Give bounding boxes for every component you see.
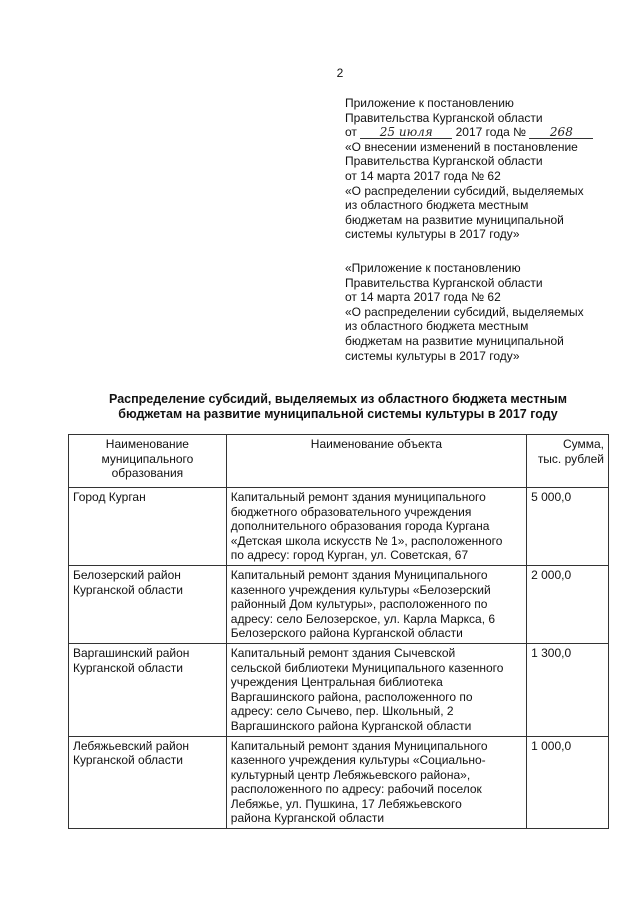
- appendix-line: «О распределении субсидий, выделяемых: [345, 183, 584, 198]
- appendix-line: от 14 марта 2017 года № 62: [345, 168, 501, 183]
- original-appendix-line: из областного бюджета местным: [345, 319, 529, 334]
- title-line: Распределение субсидий, выделяемых из областного бюджета местным: [109, 392, 567, 406]
- table-row: [69, 565, 609, 643]
- cell-municipality: Лебяжьевский район Курганской области: [69, 736, 227, 829]
- from-prefix: от: [345, 125, 357, 140]
- appendix-line: из областного бюджета местным: [345, 198, 529, 213]
- appendix-block: [345, 96, 635, 363]
- table-header-row: [69, 435, 609, 488]
- appendix-line: бюджетам на развитие муниципальной: [345, 212, 564, 227]
- cell-municipality: Варгашинский район Курганской области: [69, 643, 227, 736]
- cell-municipality: Белозерский район Курганской области: [69, 565, 227, 643]
- cell-object: Капитальный ремонт здания муниципального бюджетного образовательного учреждения дополнительного образования города Кургана «Детская школа искусств № 1», расположенного по адресу: город Курган, ул. Советская, 67: [226, 488, 526, 566]
- cell-object: Капитальный ремонт здания Муниципального казенного учреждения культуры «Социально- культурный центр Лебяжьевского района», расположенного по адресу: рабочий поселок Лебяжье, ул. Пушкина, 17 Лебяжьевского района Курганской области: [226, 736, 526, 829]
- appendix-line: Правительства Курганской области: [345, 154, 543, 169]
- page-number: 2: [336, 66, 344, 80]
- original-appendix-line: Правительства Курганской области: [345, 275, 543, 290]
- appendix-line: системы культуры в 2017 году»: [345, 227, 520, 242]
- appendix-line: «О внесении изменений в постановление: [345, 139, 578, 154]
- cell-municipality: Город Курган: [69, 488, 227, 566]
- cell-amount: 5 000,0: [527, 488, 609, 566]
- table-row: [69, 488, 609, 566]
- cell-object: Капитальный ремонт здания Муниципального казенного учреждения культуры «Белозерский районный Дом культуры», расположенного по адресу: село Белозерское, ул. Карла Маркса, 6 Белозерского района Курганской области: [226, 565, 526, 643]
- original-appendix-line: системы культуры в 2017 году»: [345, 348, 520, 363]
- original-appendix-line: бюджетам на развитие муниципальной: [345, 333, 564, 348]
- table-row: [69, 736, 609, 829]
- header-municipality: Наименование муниципального образования: [69, 435, 227, 488]
- table-row: [69, 643, 609, 736]
- subsidy-table: [68, 434, 609, 829]
- cell-amount: 1 000,0: [527, 736, 609, 829]
- appendix-date-line: [345, 125, 635, 140]
- title-line: бюджетам на развитие муниципальной системы культуры в 2017 году: [118, 407, 558, 421]
- header-object: Наименование объекта: [226, 435, 526, 488]
- handwritten-date: 25 июля: [360, 126, 452, 139]
- handwritten-number: 268: [529, 126, 593, 139]
- document-title: [88, 392, 588, 422]
- original-appendix-line: «О распределении субсидий, выделяемых: [345, 304, 584, 319]
- original-appendix-line: «Приложение к постановлению: [345, 260, 521, 275]
- header-amount: Сумма, тыс. рублей: [527, 435, 609, 488]
- appendix-line: Приложение к постановлению: [345, 96, 514, 110]
- cell-object: Капитальный ремонт здания Сычевской сельской библиотеки Муниципального казенного учреждения Центральная библиотека Варгашинского района, расположенного по адресу: село Сычево, пер. Школьный, 2 Варгашинского района Курганской области: [226, 643, 526, 736]
- cell-amount: 1 300,0: [527, 643, 609, 736]
- appendix-line: Правительства Курганской области: [345, 110, 543, 125]
- original-appendix-line: от 14 марта 2017 года № 62: [345, 290, 501, 305]
- cell-amount: 2 000,0: [527, 565, 609, 643]
- year-suffix: 2017 года №: [455, 125, 527, 140]
